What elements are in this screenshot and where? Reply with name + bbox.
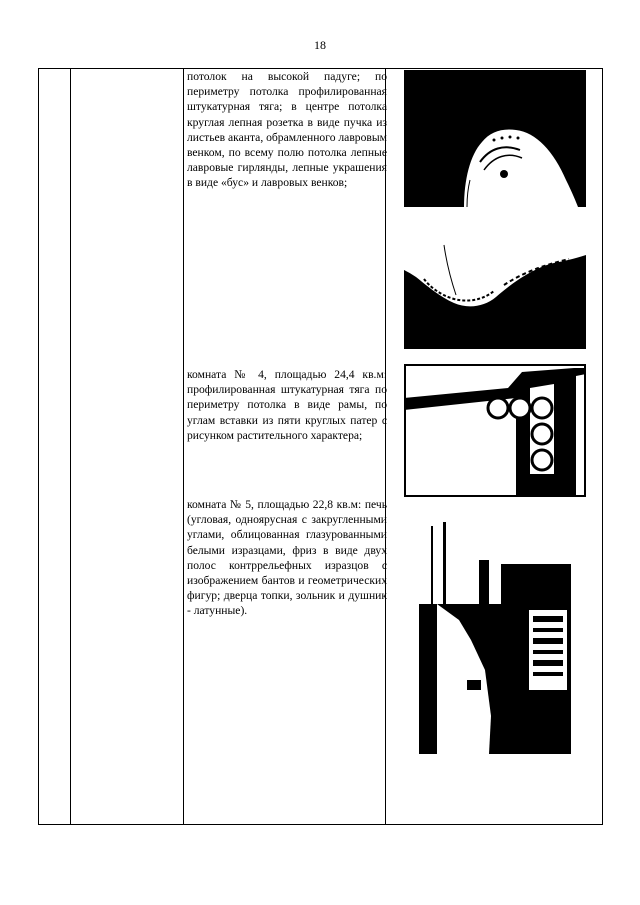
ceiling-corner-rosettes-photo	[404, 364, 586, 497]
column-divider-2	[183, 69, 184, 824]
ceiling-garland-photo	[404, 237, 586, 349]
column-divider-1	[70, 69, 71, 824]
entry-text-ceiling: потолок на высокой падуге; по периметру потолка профилированная штукатурная тяга; в центре потолка круглая лепная розетка в виде пучка из листьев аканта, обрамленного лавровым венком, по всему полю потолка лепные лавровые гирлянды, лепные украшения в виде «бус» и лавровых венков;	[187, 70, 387, 190]
ceiling-rosette-photo	[404, 70, 586, 207]
entry-text-room-5: комната № 5, площадью 22,8 кв.м: печь (угловая, одноярусная с закругленными углами, облицованная глазурованными белыми изразцами, фриз в виде двух полос контррельефных изразцов с изображением бантов и геометрических фигур; дверца топки, зольник и душник - латунные).	[187, 498, 387, 618]
entry-text-room-4: комната № 4, площадью 24,4 кв.м: профилированная штукатурная тяга по периметру потолка в виде рамы, по углам вставки из пяти круглых патер с рисунком растительного характера;	[187, 368, 387, 442]
tiled-stove-photo	[419, 520, 571, 754]
page-number: 18	[314, 38, 326, 52]
